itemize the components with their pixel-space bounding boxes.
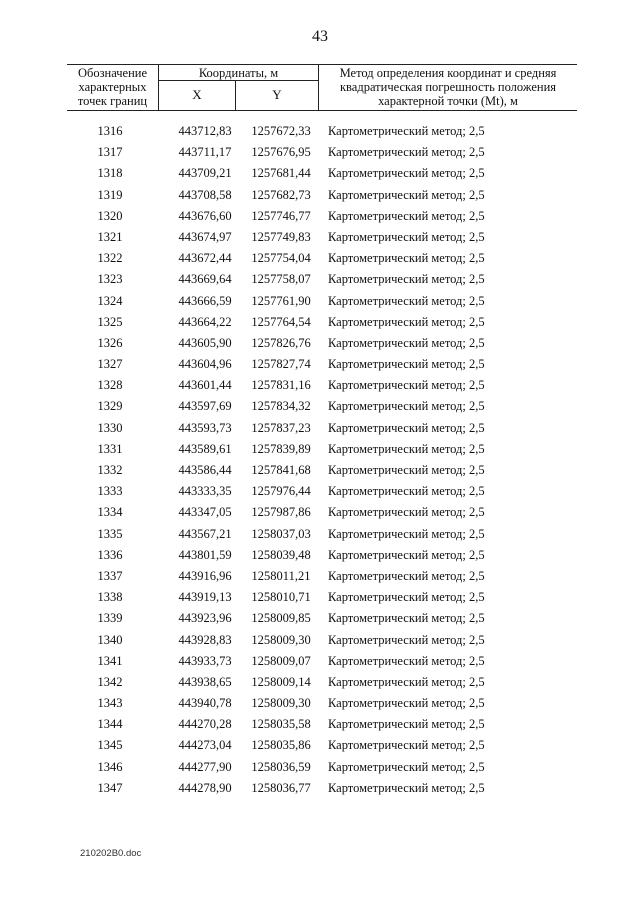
table-row — [0, 714, 640, 735]
y-coordinate-cell: 1258035,58 — [251, 717, 311, 732]
designation-header — [67, 66, 158, 108]
x-coordinate-cell: 443676,60 — [178, 208, 232, 223]
table-row — [0, 333, 640, 354]
designation-header-line: точек границ — [77, 94, 148, 108]
method-cell: Картометрический метод; 2,5 — [328, 717, 485, 732]
y-coordinate-cell: 1257758,07 — [251, 272, 311, 287]
point-number-cell: 1329 — [97, 399, 123, 414]
point-number-cell: 1342 — [97, 674, 123, 689]
y-coordinate-cell: 1257681,44 — [251, 166, 311, 181]
point-number-cell: 1340 — [97, 632, 123, 647]
table-row — [0, 354, 640, 375]
point-number-cell: 1346 — [97, 759, 123, 774]
point-number-cell: 1336 — [97, 547, 123, 562]
method-cell: Картометрический метод; 2,5 — [328, 463, 485, 477]
y-coordinate-cell: 1257754,04 — [251, 251, 311, 266]
designation-header-line: характерных — [78, 80, 147, 94]
y-coordinate-cell: 1258009,30 — [251, 632, 311, 647]
table-row — [0, 227, 640, 248]
point-number-cell: 1332 — [97, 463, 123, 477]
method-cell: Картометрический метод; 2,5 — [328, 420, 485, 435]
table-row — [0, 481, 640, 502]
method-cell: Картометрический метод; 2,5 — [328, 759, 485, 774]
x-header: X — [192, 87, 202, 102]
method-cell: Картометрический метод; 2,5 — [328, 547, 485, 562]
point-number-cell: 1339 — [97, 611, 123, 626]
coordinates-divider — [159, 80, 318, 81]
point-number-cell: 1333 — [97, 484, 123, 499]
y-coordinate-cell: 1258009,14 — [251, 674, 311, 689]
table-row — [0, 269, 640, 290]
point-number-cell: 1338 — [97, 590, 123, 605]
y-coordinate-cell: 1257841,68 — [251, 463, 311, 477]
method-cell: Картометрический метод; 2,5 — [328, 696, 485, 711]
method-cell: Картометрический метод; 2,5 — [328, 124, 485, 138]
point-number-cell: 1341 — [97, 653, 123, 668]
x-coordinate-cell: 443347,05 — [178, 505, 232, 520]
table-row — [0, 121, 640, 142]
method-cell: Картометрический метод; 2,5 — [328, 526, 485, 541]
table-row — [0, 757, 640, 778]
point-number-cell: 1344 — [97, 717, 123, 732]
table-row — [0, 460, 640, 481]
point-number-cell: 1330 — [97, 420, 123, 435]
footer-filename: 210202B0.doc — [80, 848, 142, 859]
x-coordinate-cell: 444277,90 — [178, 759, 232, 774]
method-cell: Картометрический метод; 2,5 — [328, 611, 485, 626]
table-row — [0, 206, 640, 227]
method-cell: Картометрический метод; 2,5 — [328, 208, 485, 223]
x-coordinate-cell: 443589,61 — [178, 441, 232, 456]
point-number-cell: 1334 — [97, 505, 123, 520]
table-row — [0, 693, 640, 714]
table-row — [0, 735, 640, 756]
method-cell: Картометрический метод; 2,5 — [328, 484, 485, 499]
y-coordinate-cell: 1257749,83 — [251, 229, 311, 244]
x-coordinate-cell: 443672,44 — [178, 251, 232, 266]
method-cell: Картометрический метод; 2,5 — [328, 590, 485, 605]
x-coordinate-cell: 443604,96 — [178, 357, 232, 372]
y-coordinate-cell: 1258037,03 — [251, 526, 311, 541]
x-coordinate-cell: 443666,59 — [178, 293, 232, 308]
point-number-cell: 1320 — [97, 208, 123, 223]
y-coordinate-cell: 1258039,48 — [251, 547, 311, 562]
y-coordinate-cell: 1258036,59 — [251, 759, 311, 774]
point-number-cell: 1322 — [97, 251, 123, 266]
y-coordinate-cell: 1257761,90 — [251, 293, 311, 308]
point-number-cell: 1325 — [97, 314, 123, 329]
point-number-cell: 1321 — [97, 229, 123, 244]
point-number-cell: 1323 — [97, 272, 123, 287]
y-coordinate-cell: 1257987,86 — [251, 505, 311, 520]
method-cell: Картометрический метод; 2,5 — [328, 145, 485, 160]
method-cell: Картометрический метод; 2,5 — [328, 653, 485, 668]
y-coordinate-cell: 1258009,30 — [251, 696, 311, 711]
y-coordinate-cell: 1257837,23 — [251, 420, 311, 435]
table-row — [0, 142, 640, 163]
table-row — [0, 608, 640, 629]
method-cell: Картометрический метод; 2,5 — [328, 187, 485, 202]
point-number-cell: 1319 — [97, 187, 123, 202]
point-number-cell: 1326 — [97, 335, 123, 350]
point-number-cell: 1318 — [97, 166, 123, 181]
method-header — [319, 66, 577, 108]
y-coordinate-cell: 1258011,21 — [251, 568, 311, 583]
method-cell: Картометрический метод; 2,5 — [328, 166, 485, 181]
table-row — [0, 291, 640, 312]
x-coordinate-cell: 443933,73 — [178, 653, 232, 668]
x-coordinate-cell: 443923,96 — [178, 611, 232, 626]
table-row — [0, 163, 640, 184]
method-header-line: характерной точки (Mt), м — [378, 94, 518, 108]
x-coordinate-cell: 443605,90 — [178, 335, 232, 350]
x-coordinate-cell: 443586,44 — [178, 463, 232, 477]
point-number-cell: 1327 — [97, 357, 123, 372]
method-cell: Картометрический метод; 2,5 — [328, 632, 485, 647]
table-row — [0, 312, 640, 333]
x-coordinate-cell: 443601,44 — [178, 378, 232, 393]
x-coordinate-cell: 443708,58 — [178, 187, 232, 202]
y-header: Y — [272, 87, 282, 102]
y-coordinate-cell: 1258009,85 — [251, 611, 311, 626]
table-row — [0, 375, 640, 396]
x-coordinate-cell: 443801,59 — [178, 547, 232, 562]
method-cell: Картометрический метод; 2,5 — [328, 568, 485, 583]
method-cell: Картометрический метод; 2,5 — [328, 399, 485, 414]
method-cell: Картометрический метод; 2,5 — [328, 272, 485, 287]
y-coordinate-cell: 1258035,86 — [251, 738, 311, 753]
x-coordinate-cell: 443333,35 — [178, 484, 232, 499]
x-coordinate-cell: 443669,64 — [178, 272, 232, 287]
point-number-cell: 1345 — [97, 738, 123, 753]
y-coordinate-cell: 1257827,74 — [251, 357, 311, 372]
table-row — [0, 502, 640, 523]
x-coordinate-cell: 444270,28 — [178, 717, 232, 732]
x-coordinate-cell: 443597,69 — [178, 399, 232, 414]
table-row — [0, 651, 640, 672]
table-row — [0, 185, 640, 206]
method-cell: Картометрический метод; 2,5 — [328, 251, 485, 266]
coordinates-header: Координаты, м — [198, 66, 279, 80]
x-coordinate-cell: 443674,97 — [178, 229, 232, 244]
method-cell: Картометрический метод; 2,5 — [328, 738, 485, 753]
y-coordinate-cell: 1257764,54 — [251, 314, 311, 329]
method-cell: Картометрический метод; 2,5 — [328, 780, 485, 795]
point-number-cell: 1317 — [97, 145, 123, 160]
point-number-cell: 1337 — [97, 568, 123, 583]
y-coordinate-cell: 1257976,44 — [251, 484, 311, 499]
point-number-cell: 1347 — [97, 780, 123, 795]
x-coordinate-cell: 443711,17 — [178, 145, 232, 160]
point-number-cell: 1316 — [97, 124, 123, 138]
table-row — [0, 418, 640, 439]
x-coordinate-cell: 443919,13 — [178, 590, 232, 605]
table-header — [67, 64, 577, 111]
y-coordinate-cell: 1258036,77 — [251, 780, 311, 795]
y-coordinate-cell: 1257746,77 — [251, 208, 311, 223]
page-number: 43 — [312, 28, 328, 45]
x-coordinate-cell: 443940,78 — [178, 696, 232, 711]
y-coordinate-cell: 1257676,95 — [251, 145, 311, 160]
table-row — [0, 778, 640, 799]
point-number-cell: 1335 — [97, 526, 123, 541]
y-coordinate-cell: 1257826,76 — [251, 335, 311, 350]
table-body — [0, 121, 640, 799]
x-coordinate-cell: 443593,73 — [178, 420, 232, 435]
x-coordinate-cell: 443916,96 — [178, 568, 232, 583]
table-row — [0, 630, 640, 651]
x-coordinate-cell: 444273,04 — [178, 738, 232, 753]
x-coordinate-cell: 443709,21 — [178, 166, 232, 181]
method-header-line: Метод определения координат и средняя — [339, 66, 557, 80]
method-cell: Картометрический метод; 2,5 — [328, 505, 485, 520]
method-cell: Картометрический метод; 2,5 — [328, 229, 485, 244]
method-cell: Картометрический метод; 2,5 — [328, 335, 485, 350]
x-coordinate-cell: 444278,90 — [178, 780, 232, 795]
y-coordinate-cell: 1257839,89 — [251, 441, 311, 456]
method-header-line: квадратическая погрешность положения — [339, 80, 557, 94]
method-cell: Картометрический метод; 2,5 — [328, 293, 485, 308]
method-cell: Картометрический метод; 2,5 — [328, 314, 485, 329]
method-cell: Картометрический метод; 2,5 — [328, 357, 485, 372]
y-coordinate-cell: 1257672,33 — [251, 124, 311, 138]
y-coordinate-cell: 1257682,73 — [251, 187, 311, 202]
x-coordinate-cell: 443938,65 — [178, 674, 232, 689]
point-number-cell: 1324 — [97, 293, 123, 308]
table-row — [0, 587, 640, 608]
table-row — [0, 566, 640, 587]
method-cell: Картометрический метод; 2,5 — [328, 378, 485, 393]
point-number-cell: 1331 — [97, 441, 123, 456]
y-coordinate-cell: 1258009,07 — [251, 653, 311, 668]
x-coordinate-cell: 443664,22 — [178, 314, 232, 329]
y-coordinate-cell: 1258010,71 — [251, 590, 311, 605]
point-number-cell: 1328 — [97, 378, 123, 393]
x-coordinate-cell: 443567,21 — [178, 526, 232, 541]
table-row — [0, 396, 640, 417]
x-coordinate-cell: 443712,83 — [178, 124, 232, 138]
point-number-cell: 1343 — [97, 696, 123, 711]
y-coordinate-cell: 1257831,16 — [251, 378, 311, 393]
y-coordinate-cell: 1257834,32 — [251, 399, 311, 414]
table-row — [0, 439, 640, 460]
method-cell: Картометрический метод; 2,5 — [328, 674, 485, 689]
x-coordinate-cell: 443928,83 — [178, 632, 232, 647]
method-cell: Картометрический метод; 2,5 — [328, 441, 485, 456]
table-row — [0, 524, 640, 545]
table-row — [0, 545, 640, 566]
table-row — [0, 248, 640, 269]
designation-header-line: Обозначение — [77, 66, 148, 80]
table-row — [0, 672, 640, 693]
